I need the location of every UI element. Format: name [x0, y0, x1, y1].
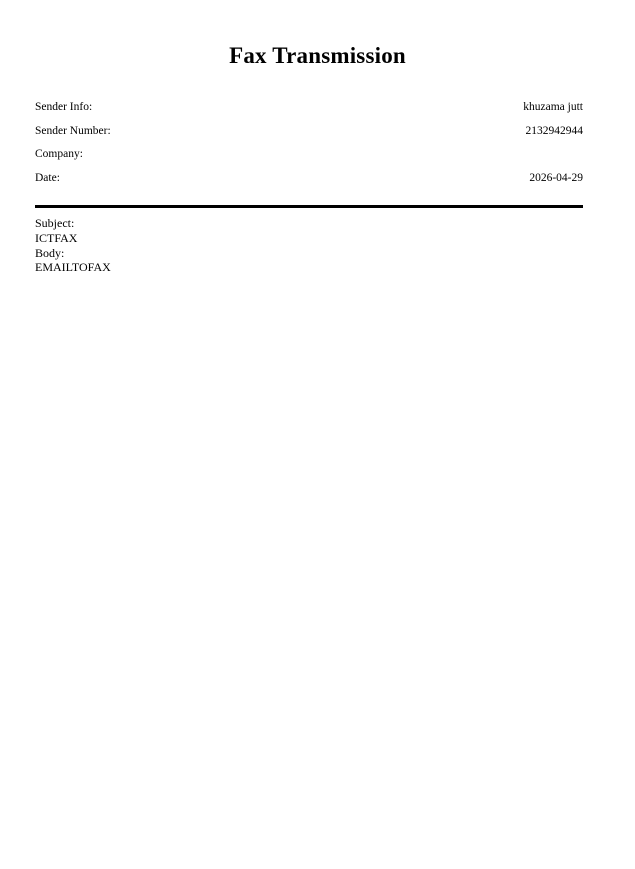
- field-row-sender-info: [35, 96, 583, 120]
- sender-number-value: 2132942944: [525, 124, 583, 137]
- page-title: Fax Transmission: [229, 43, 406, 68]
- fax-body-section: [35, 216, 583, 275]
- date-label: Date:: [35, 171, 60, 184]
- subject-value: ICTFAX: [35, 230, 78, 245]
- field-row-sender-number: [35, 120, 583, 144]
- company-label: Company:: [35, 148, 83, 160]
- sender-info-label: Sender Info:: [35, 101, 93, 113]
- subject-label: Subject:: [35, 216, 75, 230]
- date-value: 2026-04-29: [529, 171, 583, 184]
- field-row-date: [35, 167, 583, 191]
- body-label: Body:: [35, 245, 65, 260]
- header-divider: [35, 205, 583, 208]
- body-value: EMAILTOFAX: [35, 260, 111, 275]
- sender-number-label: Sender Number:: [35, 124, 111, 137]
- field-row-company: [35, 143, 583, 167]
- sender-info-value: khuzama jutt: [523, 101, 583, 113]
- fax-header-fields: [35, 96, 583, 190]
